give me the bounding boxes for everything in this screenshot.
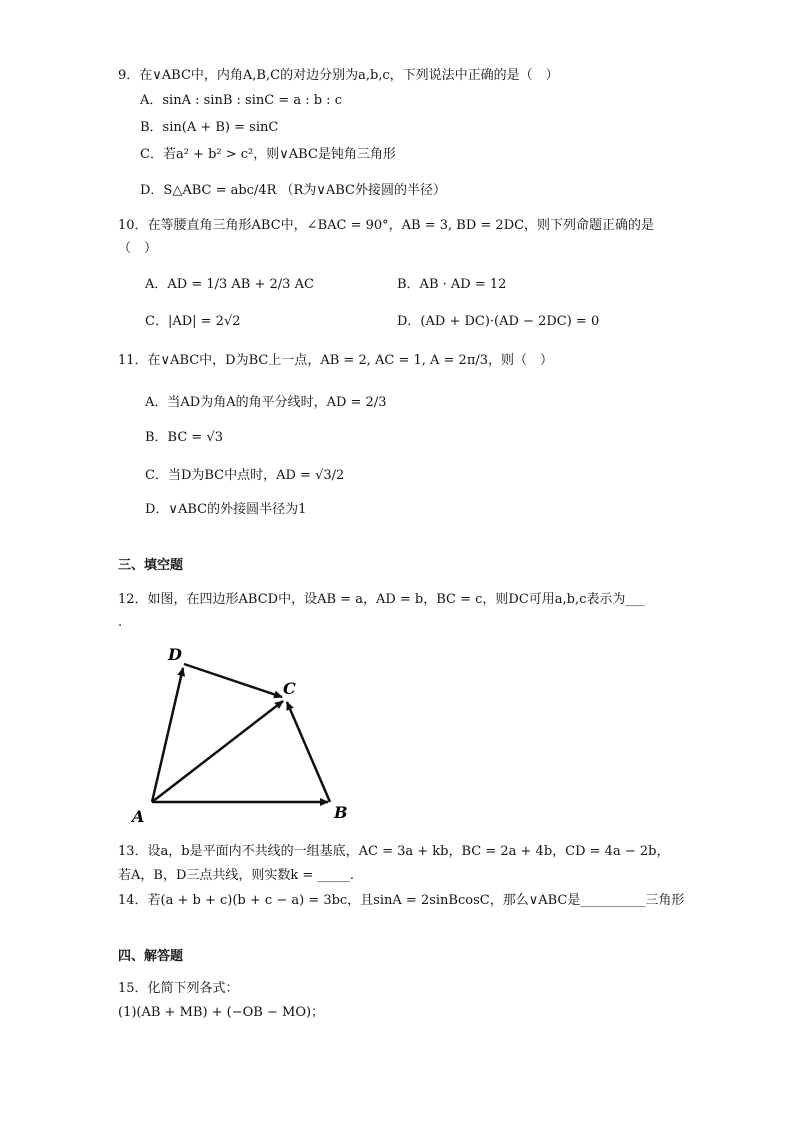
q12-stem: 12．如图，在四边形ABCD中，设AB = a，AD = b，BC = c，则DC可用a,b,c表示为___ (118, 592, 645, 607)
q10-option-a: A．AD = 1/3 AB + 2/3 AC (145, 277, 314, 292)
section-heading-fill-in: 三、填空题 (118, 558, 184, 573)
q10-stem: 10．在等腰直角三角形ABC中，∠BAC = 90°，AB = 3, BD = 2DC，则下列命题正确的是 (118, 218, 655, 233)
q10-option-c: C．|AD| = 2√2 (145, 314, 241, 329)
q9-option-b: B．sin(A + B) = sinC (140, 120, 279, 135)
q15-stem: 15．化简下列各式： (118, 981, 239, 996)
label-b: B (334, 803, 348, 822)
q14-stem: 14．若(a + b + c)(b + c − a) = 3bc，且sinA = 2sinBcosC，那么∨ABC是__________三角形 (118, 893, 685, 908)
vector-bc (287, 702, 330, 802)
q11-option-b: B．BC = √3 (145, 430, 224, 445)
q15-part1: (1)(AB + MB) + (−OB − MO)； (118, 1005, 325, 1020)
q11-option-c: C．当D为BC中点时，AD = √3/2 (145, 468, 345, 483)
q11-stem: 11．在∨ABC中，D为BC上一点，AB = 2, AC = 1, A = 2π/3，则（ ） (118, 353, 554, 368)
vector-dc (184, 664, 282, 697)
q11-option-a: A．当AD为角A的角平分线时，AD = 2/3 (145, 395, 387, 410)
section-heading-solve: 四、解答题 (118, 949, 184, 964)
quadrilateral-figure (128, 640, 358, 830)
q12-stem-cont: . (118, 615, 123, 630)
q11-option-d: D．∨ABC的外接圆半径为1 (145, 502, 307, 517)
q9-option-d: D．S△ABC = abc/4R （R为∨ABC外接圆的半径） (140, 183, 446, 198)
label-c: C (283, 679, 296, 698)
label-a: A (132, 807, 145, 826)
q9-option-c: C．若a² + b² > c²，则∨ABC是钝角三角形 (140, 147, 396, 162)
q9-stem: 9．在∨ABC中，内角A,B,C的对边分别为a,b,c，下列说法中正确的是（ ） (118, 68, 559, 83)
label-d: D (168, 645, 182, 664)
q9-option-a: A．sinA : sinB : sinC = a : b : c (140, 93, 342, 108)
q10-option-d: D．(AD + DC)·(AD − 2DC) = 0 (397, 314, 600, 329)
q13-line2: 若A，B，D三点共线，则实数k = _____. (118, 868, 355, 883)
q10-stem-cont: （ ） (118, 241, 158, 256)
q10-option-b: B．AB · AD = 12 (397, 277, 507, 292)
q13-line1: 13．设a，b是平面内不共线的一组基底，AC = 3a + kb，BC = 2a + 4b，CD = 4a − 2b， (118, 844, 670, 859)
